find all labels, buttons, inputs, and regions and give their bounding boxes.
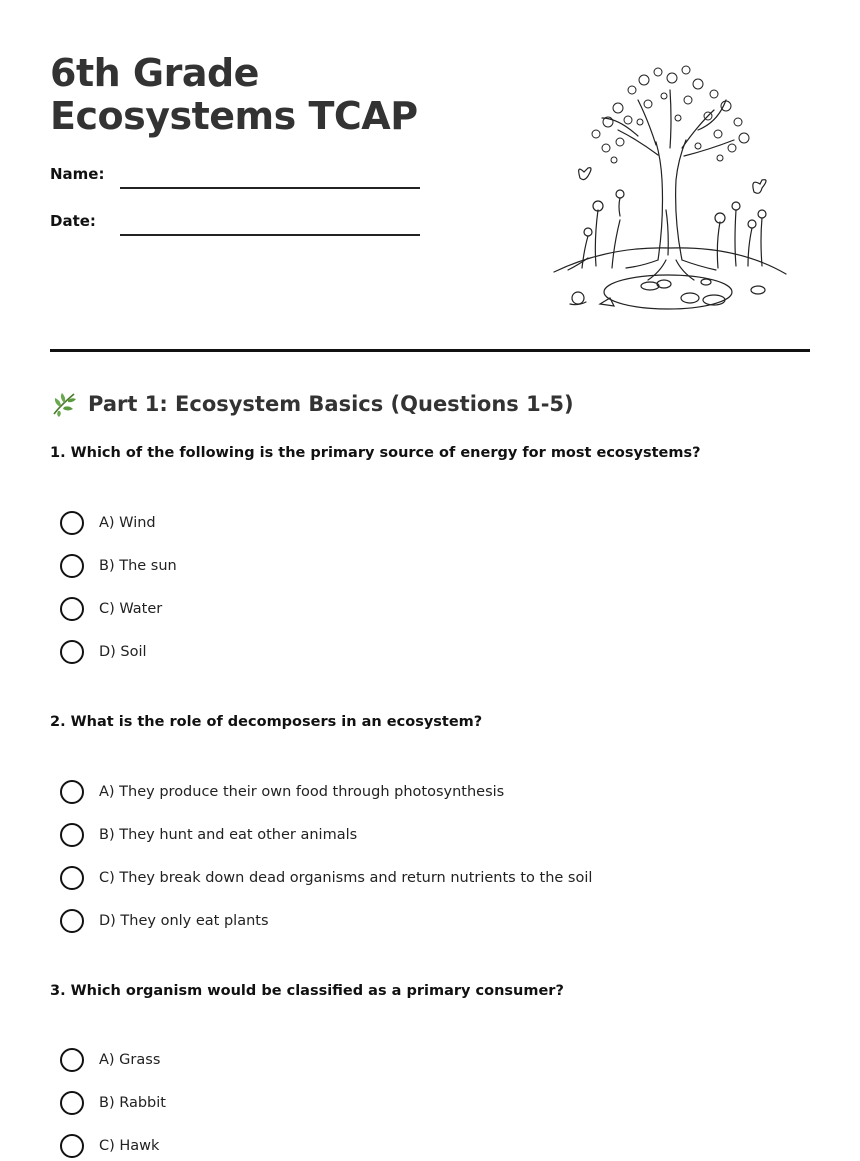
answer-option[interactable]	[60, 822, 357, 848]
section-title: Part 1: Ecosystem Basics (Questions 1-5)	[88, 392, 574, 416]
answer-option[interactable]	[60, 510, 156, 536]
option-label: A) Wind	[99, 515, 156, 531]
radio-button[interactable]	[60, 823, 84, 847]
name-label: Name:	[50, 165, 105, 183]
radio-button[interactable]	[60, 909, 84, 933]
answer-option[interactable]	[60, 639, 147, 665]
radio-button[interactable]	[60, 1134, 84, 1158]
radio-button[interactable]	[60, 554, 84, 578]
radio-button[interactable]	[60, 866, 84, 890]
answer-option[interactable]	[60, 553, 177, 579]
radio-button[interactable]	[60, 1048, 84, 1072]
option-label: C) They break down dead organisms and return nutrients to the soil	[99, 870, 593, 886]
option-label: C) Water	[99, 601, 163, 617]
answer-option[interactable]	[60, 779, 504, 805]
page-title: 6th Grade Ecosystems TCAP	[50, 51, 418, 138]
date-field[interactable]	[120, 234, 420, 236]
name-field[interactable]	[120, 187, 420, 189]
leaf-emoji-icon	[50, 390, 78, 418]
question-text: 3. Which organism would be classified as a primary consumer?	[50, 983, 564, 999]
question-text: 1. Which of the following is the primary source of energy for most ecosystems?	[50, 445, 701, 461]
option-label: D) They only eat plants	[99, 913, 269, 929]
radio-button[interactable]	[60, 1091, 84, 1115]
option-label: B) They hunt and eat other animals	[99, 827, 358, 843]
option-label: B) Rabbit	[99, 1095, 166, 1111]
header-divider	[50, 349, 810, 352]
radio-button[interactable]	[60, 780, 84, 804]
answer-option[interactable]	[60, 1047, 160, 1073]
radio-button[interactable]	[60, 511, 84, 535]
date-label: Date:	[50, 212, 96, 230]
answer-option[interactable]	[60, 1090, 166, 1116]
answer-option[interactable]	[60, 865, 592, 891]
radio-button[interactable]	[60, 640, 84, 664]
tree-illustration	[548, 60, 792, 316]
option-label: B) The sun	[99, 558, 177, 574]
option-label: C) Hawk	[99, 1138, 160, 1154]
radio-button[interactable]	[60, 597, 84, 621]
question-text: 2. What is the role of decomposers in an ecosystem?	[50, 714, 483, 730]
answer-option[interactable]	[60, 908, 269, 934]
answer-option[interactable]	[60, 596, 162, 622]
option-label: A) Grass	[99, 1052, 161, 1068]
answer-option[interactable]	[60, 1133, 159, 1159]
option-label: D) Soil	[99, 644, 147, 660]
section-heading	[50, 388, 574, 420]
option-label: A) They produce their own food through photosynthesis	[99, 784, 505, 800]
